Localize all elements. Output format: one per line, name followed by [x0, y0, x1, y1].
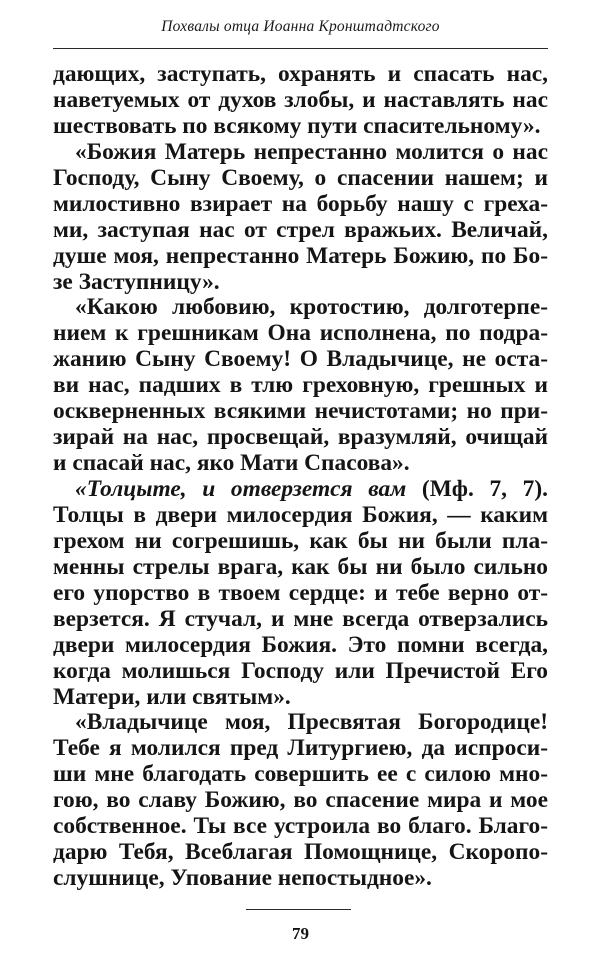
text-line: Матери, или святым».: [53, 683, 291, 710]
body-text: [53, 62, 548, 892]
text-line: нием к грешникам Она исполнена, по подра-: [53, 320, 548, 347]
text-line: собственное. Ты все устроила во благо. Благо-: [53, 813, 548, 840]
text-line: двери милосердия Божия. Это помни всегда,: [53, 631, 548, 658]
text-line: душе моя, непрестанно Матерь Божию, по Бо-: [53, 242, 548, 269]
scripture-quote: «Толцыте, и отверзется вам: [75, 476, 407, 502]
text-line: верзется. Я стучал, и мне всегда отверзались: [53, 605, 548, 632]
text-line: грехом ни согрешишь, как бы ни были пла-: [53, 527, 548, 554]
text-line: жанию Сыну Своему! О Владычице, не оста-: [53, 346, 548, 373]
text-line: ши мне благодать совершить ее с силою мно-: [53, 761, 548, 788]
text-line: Тебе я молился пред Литургиею, да испроси-: [53, 735, 548, 762]
text-line: ви нас, падших в тлю греховную, грешных и: [53, 372, 548, 399]
text-line: [53, 477, 548, 503]
text-line: «Божия Матерь непрестанно молится о нас: [75, 138, 548, 165]
text-line: «Владычице моя, Пресвятая Богородице!: [75, 709, 548, 736]
text-line: Господу, Сыну Своему, о спасении нашем; и: [53, 164, 548, 191]
text-line: дающих, заступать, охранять и спасать нас,: [53, 61, 548, 87]
footer-rule: [246, 909, 351, 910]
text-line: ми, заступая нас от стрел вражьих. Величай,: [53, 216, 548, 243]
text-line: Толцы в двери милосердия Божия, — каким: [53, 501, 548, 528]
text-line: гою, во славу Божию, во спасение мира и мое: [53, 787, 548, 814]
text-line: «Какою любовию, кротостию, долготерпе-: [75, 294, 548, 321]
text-line: менны стрелы врага, как бы ни было сильно: [53, 553, 548, 580]
text-line: зе Заступницу».: [53, 268, 220, 295]
text-line: наветуемых от духов злобы, и наставлять нас: [53, 86, 548, 113]
paragraph: [53, 140, 548, 296]
text-line: слушнице, Упование непостыдное».: [53, 865, 432, 892]
running-head: Похвалы отца Иоанна Кронштадтского: [161, 18, 440, 35]
paragraph: [53, 295, 548, 477]
text-line: милостивно взирает на борьбу нашу с греха-: [53, 190, 548, 217]
scripture-reference: (Мф. 7, 7).: [406, 476, 548, 502]
text-line: оскверненных всякими нечистотами; но при-: [53, 398, 548, 425]
page-number: 79: [292, 924, 309, 943]
paragraph: [53, 710, 548, 892]
text-line: зирай на нас, просвещай, вразумляй, очищай: [53, 424, 548, 451]
text-line: шествовать по всякому пути спасительному».: [53, 112, 541, 139]
text-line: и спасай нас, яко Мати Спасова».: [53, 450, 410, 477]
header-rule: [53, 48, 548, 49]
paragraph: [53, 477, 548, 710]
text-line: когда молишься Господу или Пречистой Его: [53, 657, 548, 684]
text-line: дарю Тебя, Всеблагая Помощнице, Скоропо-: [53, 839, 548, 866]
paragraph: [53, 62, 548, 140]
text-line: его упорство в твоем сердце: и тебе верно от-: [53, 579, 548, 606]
